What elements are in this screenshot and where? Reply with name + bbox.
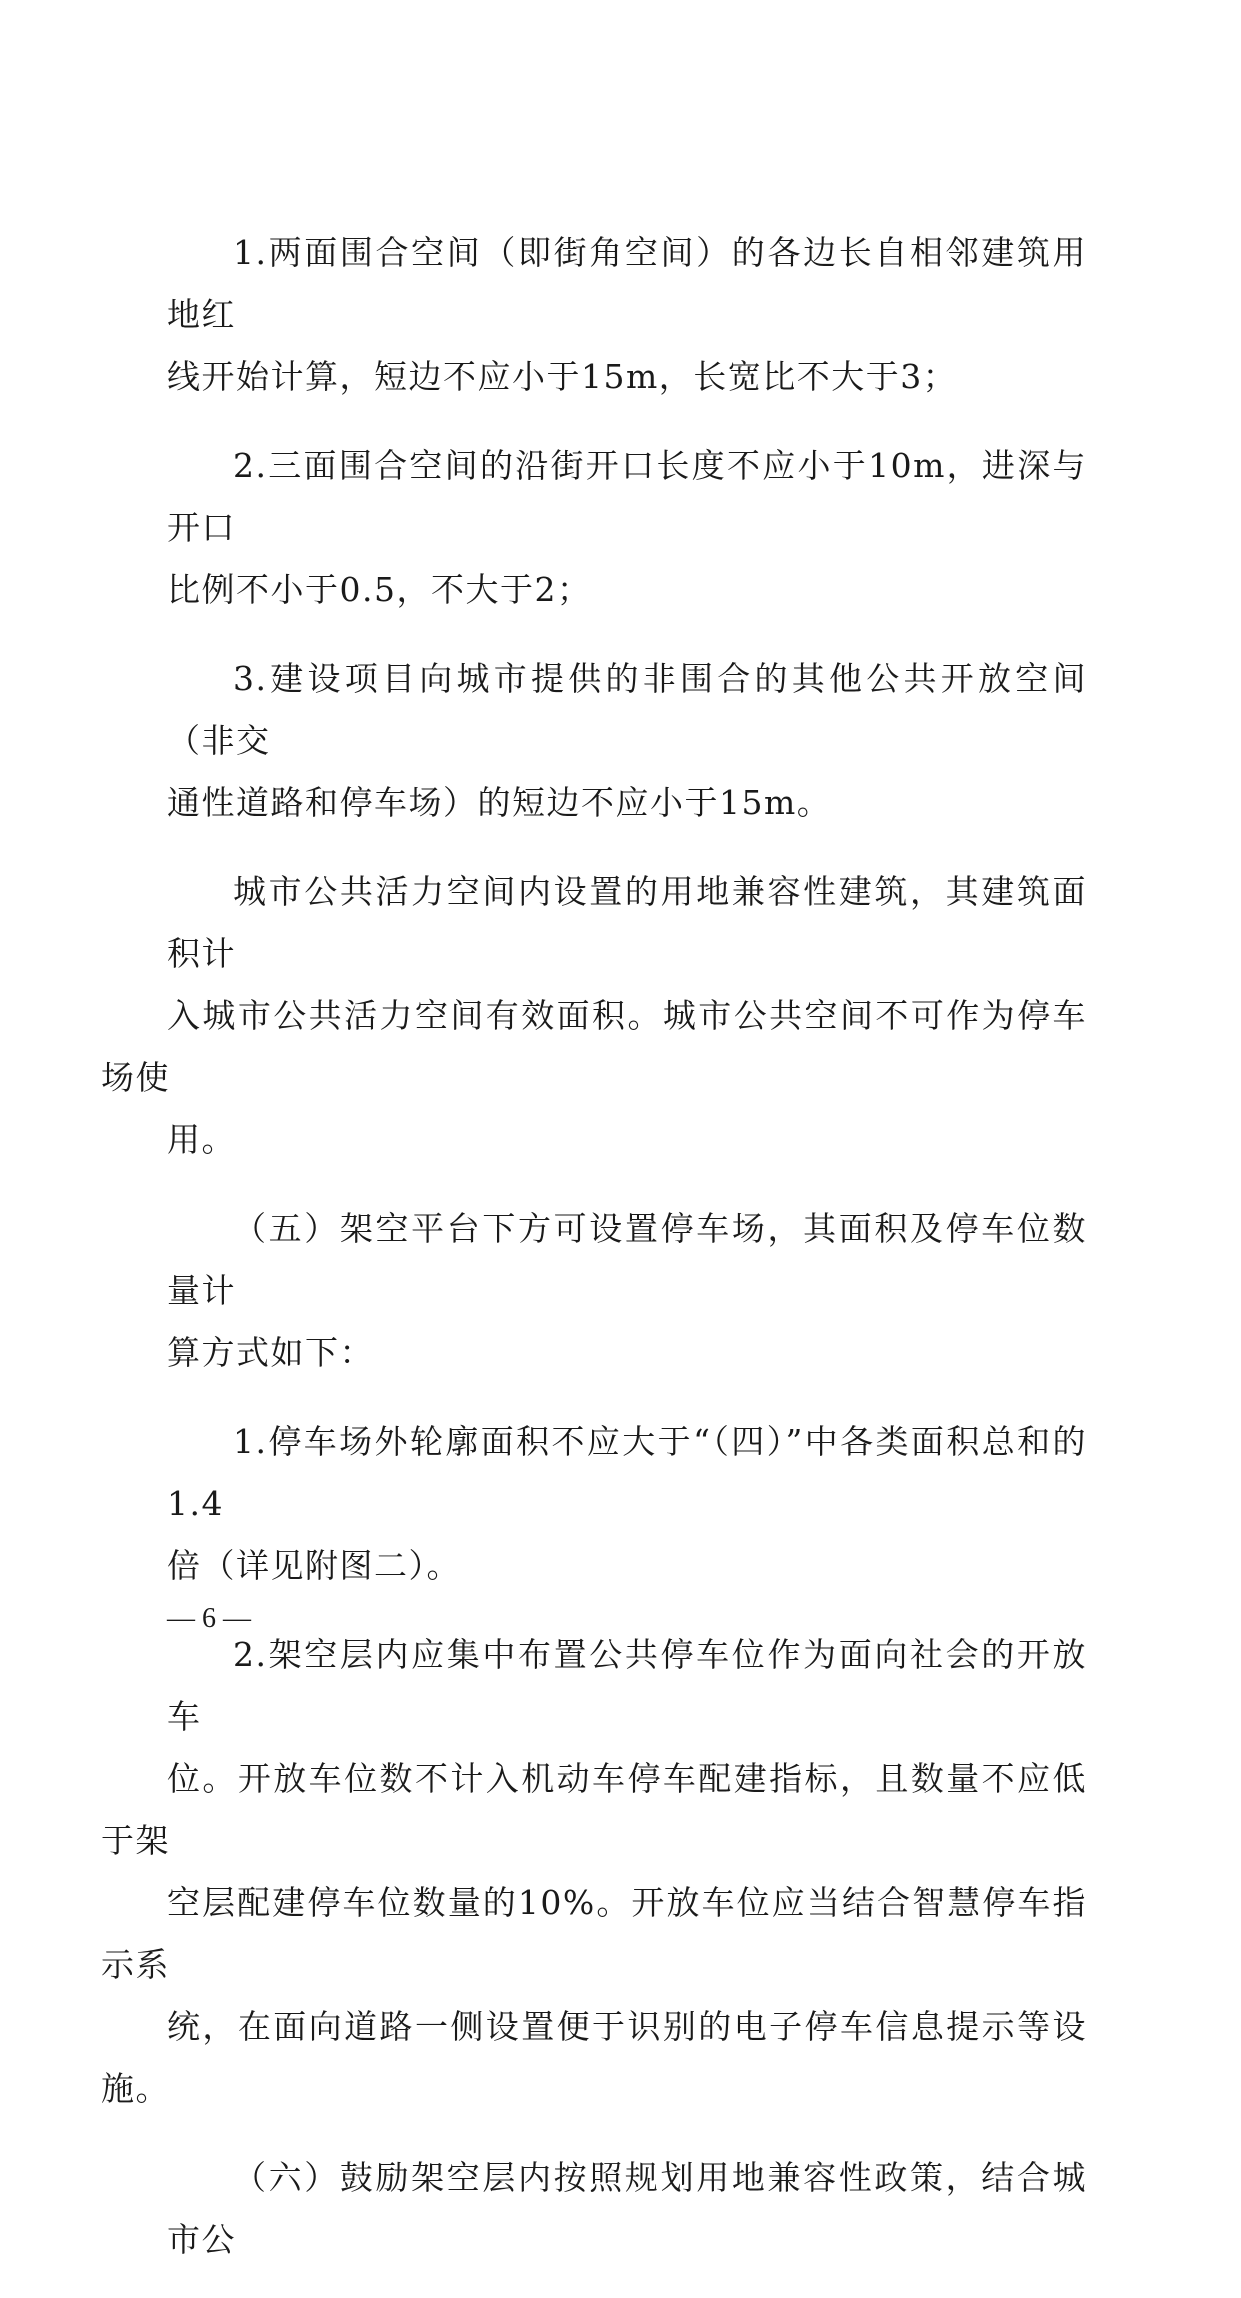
paragraph-line: 倍（详见附图二）。 (167, 1546, 461, 1585)
paragraph-line: 用。 (167, 1120, 236, 1159)
paragraph-8 (167, 2147, 1087, 2271)
paragraph-line: 空层配建停车位数量的10%。开放车位应当结合智慧停车指示系 (101, 1883, 1087, 1984)
paragraph-line: （五）架空平台下方可设置停车场，其面积及停车位数量计 (167, 1209, 1087, 1310)
paragraph-5 (167, 1198, 1087, 1384)
paragraph-line: 位。开放车位数不计入机动车停车配建指标，且数量不应低于架 (101, 1759, 1087, 1860)
document-page (101, 222, 1087, 2298)
paragraph-line: 3.建设项目向城市提供的非围合的其他公共开放空间（非交 (167, 659, 1087, 760)
paragraph-line: 2.架空层内应集中布置公共停车位作为面向社会的开放车 (167, 1635, 1087, 1736)
paragraph-line: 通性道路和停车场）的短边不应小于15m。 (167, 783, 832, 822)
paragraph-1 (167, 222, 1087, 408)
paragraph-line: 入城市公共活力空间有效面积。城市公共空间不可作为停车场使 (101, 996, 1087, 1097)
paragraph-line: 线开始计算，短边不应小于15m，长宽比不大于3； (167, 357, 958, 396)
paragraph-line: （六）鼓励架空层内按照规划用地兼容性政策，结合城市公 (167, 2158, 1087, 2259)
paragraph-line: 统，在面向道路一侧设置便于识别的电子停车信息提示等设施。 (101, 2007, 1087, 2108)
paragraph-4 (101, 861, 1087, 1171)
paragraph-6 (167, 1411, 1087, 1597)
paragraph-line: 比例不小于0.5，不大于2； (167, 570, 592, 609)
paragraph-2 (167, 435, 1087, 621)
page-number: — 6 — (167, 1603, 251, 1634)
paragraph-line: 算方式如下： (167, 1333, 374, 1372)
paragraph-7 (101, 1624, 1087, 2120)
paragraph-3 (167, 648, 1087, 834)
paragraph-line: 2.三面围合空间的沿街开口长度不应小于10m，进深与开口 (167, 446, 1087, 547)
paragraph-line: 1.停车场外轮廓面积不应大于“（四）”中各类面积总和的1.4 (167, 1422, 1087, 1523)
paragraph-line: 城市公共活力空间内设置的用地兼容性建筑，其建筑面积计 (167, 872, 1087, 973)
paragraph-line: 1.两面围合空间（即街角空间）的各边长自相邻建筑用地红 (167, 233, 1087, 334)
